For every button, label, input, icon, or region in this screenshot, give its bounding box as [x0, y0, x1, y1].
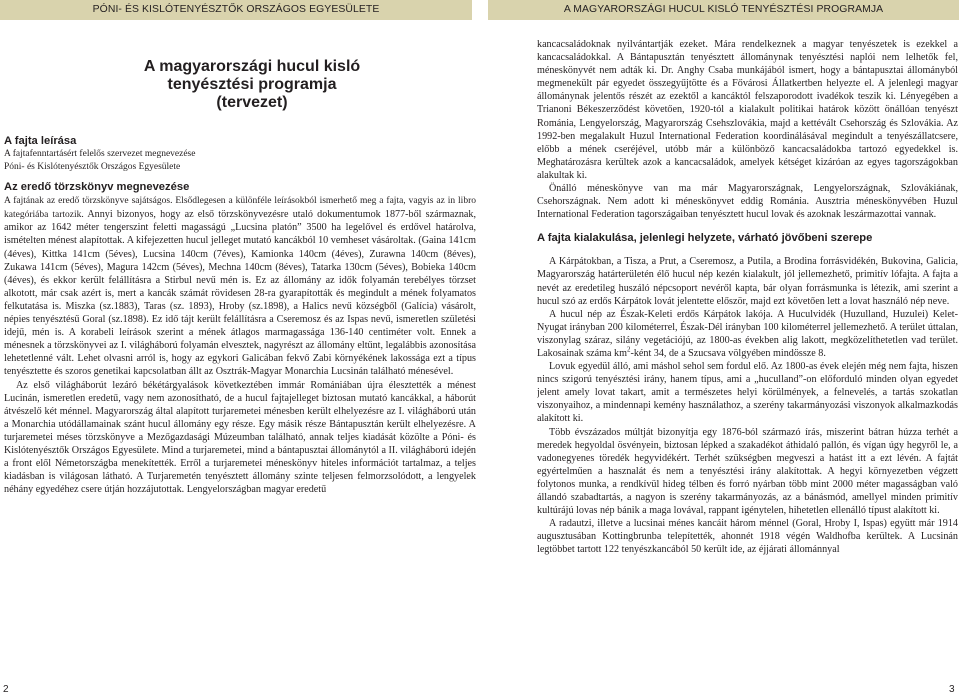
organization-name: Póni- és Kislótenyésztők Országos Egyesülete — [4, 161, 181, 172]
title-line-3: (tervezet) — [216, 94, 288, 111]
right-paragraph-4-rest: -ként 34, de a Szucsava völgyében mindössze 8. — [630, 347, 826, 359]
right-paragraph-3: A Kárpátokban, a Tisza, a Prut, a Cseremosz, a Putila, a Brodina forrásvidékén, Bukovina, Galicia, Magyarország határterületén élő hucul nép kezén kialakult, jól jellemezhető, primitív lófajta. A fajta a nevét az eredetileg huszáló népcsoport nevéről kapta, bár olyan forrásmunka is létezik, ami szerint a hucul szó az erdős Kárpátok lovát jelentette először, majd ezt követően lett a lovat használó nép neve. — [537, 256, 958, 307]
organization-label: A fajtafenntartásért felelős szervezet megnevezése — [4, 149, 196, 159]
right-paragraph-6: Több évszázados múltját bizonyítja egy 1876-ból származó írás, miszerint bátran húzza terhét a meredek hegyoldal ösvényein, biztosan lépked a szakadékot áthidaló pallón, és vígan úgy hegyről le, a vadonegyenes töredék hegyvidékért. Terhét szükségben megveszi a hatást itt a ezt lévén. A fajtát egyértelműen a hasznalát és nem a tenyésztési irány alakítottak. A hegyi környezetben végzett folytonos munka, a rendkívül hideg télben és forró nyárban több mint 2000 méter magasságban való állandó szabadtartás, a nagyon is szerény takarmányozás, az a bánásmód, amellyel minden primitív kultúrájú lovas nép bánik a maga lovával, rappant igénytelen, hihetetlen ellenálló típust alakított ki. — [537, 426, 958, 517]
spacer — [4, 173, 476, 180]
right-paragraph-4-text: A hucul nép az Észak-Keleti erdős Kárpátok lakója. A Huculvidék (Huzulland, Huzulei) Kelet-Nyugat irányban 200 kilométerrel, Észak-Dél irányban 100 kilométerrel jellemezhető. A terület úttalan, viszonylag száraz, silány vegetációjú, az 1800-as években alig lakott, megközelíthetetlen vad terület. Lakosainak száma km — [537, 308, 958, 359]
right-page — [537, 38, 958, 666]
right-paragraph-4 — [537, 308, 958, 360]
right-paragraph-7: A radautzi, illetve a lucsinai ménes kancáit három ménnel (Goral, Hroby I, Ispas) együtt már 1914 augusztusában Kottingbrunba telepítették, ahonnét 1918 végén Waldhofba kerültek. A Lucsinán legtöbbet tartott 122 tenyészkancából 50 került ide, az éjjárati állománnyal — [537, 518, 958, 556]
page-number-left: 2 — [3, 684, 9, 695]
right-paragraph-1: kancacsaládoknak nyilvántartják ezeket. Mára rendelkeznek a magyar tenyészetek is ezekkel a kancacsaládokkal. A Bántapusztán tenyésztett állománynak tenyésztési naplói nem lelhetők fel, méneskönyvét nem adták ki. Dr. Anghy Csaba munkájából ismert, hogy a bántapusztai állományból megmenekült pár egyedet összegyűjtötte és a Fővárosi Állatkertben helyezte el. A jelenlegi magyar állománynak jelentős részét az ezektől a kancáktól felszaporodott ivadékok teszik ki. Lényegében a Trianoni Békeszerződést követően, 1920-tól a kialakult politikai határok között önállóan tenyészt Románia, Lengyelország, Magyarország Csehszlovákia, majd a kettévált Csehország és Szlovákia. Az 1992-ben megalakult Huzul International Federation koordinálásával megindult a tenyészállatcsere, előbb a mének cseréjével, utóbb már a különböző kancacsaládokba tartozó egyedekkel is. Meghatározásra kerültek azok a kancacsaládok, amelyek kétséget kizáróan az egyes tagországokban alakultak ki. — [537, 39, 958, 181]
right-paragraph-2: Önálló méneskönyve van ma már Magyarországnak, Lengyelországnak, Szlovákiának, Csehországnak. Nem adott ki méneskönyvet eddig Románia. Ausztria méneskönyvében Huzul International Federation tagországaiban tenyésztett hucul lovak és azoknak leszármazottai vannak. — [537, 183, 958, 221]
page-number-right: 3 — [949, 684, 955, 695]
left-page — [4, 38, 476, 666]
running-header-left: PÓNI- ÉS KISLÓTENYÉSZTŐK ORSZÁGOS EGYESÜLETE — [0, 0, 472, 20]
origin-body: Annyi bizonyos, hogy az első törzskönyvezésre utaló dokumentumok 1877-ből származnak, amikor az 1642 méter tengerszint feletti magasságú „Lucsina platón” 3500 ha legelővel és erdővel határolva, ismételten ménest alapítottak. A kifejezetten hucul jelleget mutató kancákból 10 vemheset vásároltak. (Gaina 141cm (4éves), Kittka 141cm (5éves), Lucsina 140cm (7éves), Kamionka 140cm (4éves), Zurawna 140cm (8éves), Zukawa 141cm (5éves), Magura 142cm (5éves), Mechna 140cm (8éves), Tatarka 130cm (5éves), Bobieka 140cm (4éves), és ekkor került felállításra a Stirbul nevű mén is. Ez az állomány az idők folyamán terebélyes törzset alkotott, már csak azért is, mert a kancák számát rövidesen 28-ra gyarapították és megindult a mének folyamatos felkutatása is. Miszka (sz.1883), Taras (sz. 1893), Hroby (sz.1898), a Halics nevű községből (Galícia) vásárolt, népies tenyésztésű Goral (sz.1898). Ez idő tájt került felállításra a Cseremosz és az Ispas nevű, ismeretlen születési idejű, mén is. A korabeli leírások szerint a mének átlagos marmagassága 136-140 centiméter volt. Ennek a ménesnek a törzskönyvei az I. világháború folyamán elvesztek, nagyrészt az állomány eltűnt, legalábbis azonosítása lehetetlenné vált. Lehet olvasni arról is, hogy az egykori Galicában fekvő Zabi környékének lakossága ezt a típus tenyésztette és szoros genetikai kapcsolatban állt az Osztrák-Magyar Monarchia Lucsinán található ménesével. — [4, 208, 476, 378]
origin-intro: A fajtának az eredő törzskönyve sajátságos. Elsődlegesen a különféle leírásokból ismerhető meg a fajta, vagyis az in libro kategóriába tartozik. — [4, 196, 476, 220]
superscript-2: 2 — [626, 345, 631, 354]
document-title — [4, 58, 476, 112]
title-line-2: tenyésztési programja — [167, 76, 337, 93]
origin-intro-and-body — [4, 194, 476, 378]
section-heading-development: A fajta kialakulása, jelenlegi helyzete, várható jövőbeni szerepe — [537, 232, 873, 245]
running-header-right: A MAGYARORSZÁGI HUCUL KISLÓ TENYÉSZTÉSI PROGRAMJA — [488, 0, 959, 20]
title-line-1: A magyarországi hucul kisló — [143, 58, 361, 75]
section-heading-origin-studbook: Az eredő törzskönyv megnevezése — [4, 181, 190, 194]
right-paragraph-5: Lovuk egyedül álló, ami máshol sehol sem fordul elő. Az 1800-as évek elején még nem fajta, hiszen nincs szigorú tenyésztési irány, hanem típus, ami a „huculland”-on előforduló minden olyan egyedet jelent amely lovat takart, amit a természetes helyi körülmények, a felnevelés, a tartás szokatlan viszonyaihoz, a mindennapi kemény használathoz, a szerény takarmányozási viszonyok alkalmazkodás alakított ki. — [537, 361, 958, 425]
section-heading-breed-description: A fajta leírása — [4, 135, 77, 147]
origin-paragraph-2: Az első világháborút lezáró békétárgyalások következtében immár Romániában újra élesztették a ménest Lucinán, ismeretlen eredetű, vagy nem azonosítható, de a hucul fajtajelleget biztosan mutató kancákkal, a háborút átvészelő két ménnel. Magyarország által alapított turjaremetei ménesben került elhelyezésre az I. világháború után a Monarchia utódállamainak szánt hucul állomány egy része. Egy másik része Bántapusztán került elhelyezésre. A turjaremetei méses törzskönyve a Mezőgazdasági Múzeumban található, annak teljes kiadását közölte a Póni- és Kislótenyésztők Országos Egyesülete. Mind a turjaremetei, mind a bántapusztai állománytól a II. világháború idején a front elől Németországba menekítették. Erről a turjaremetei méneskönyv hiteles információt tartalmaz, a teljes kiadásban is világosan látható. A Turjaremetén tenyésztett állomány szinte teljesen felmorzsolódott, a lengyelek néhány egyedéhez csere útján hozzájutottak. Lengyelországban magyar eredetű — [4, 379, 476, 496]
